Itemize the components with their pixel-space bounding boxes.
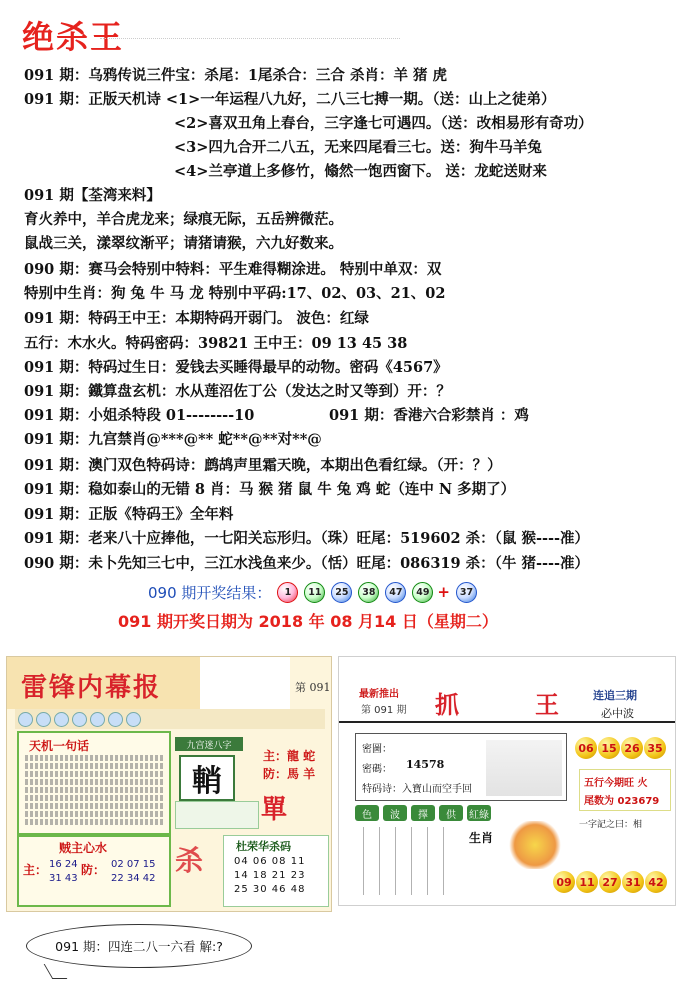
yellow-ball: 42 xyxy=(645,871,667,893)
tianji-box xyxy=(17,731,171,835)
du-row: 04 06 08 11 xyxy=(234,856,306,867)
speech-bubble xyxy=(26,924,252,968)
tip-line-text: 091 期：乌鸦传说三件宝：杀尾：1尾杀合：三合 杀肖：羊 猪 虎 xyxy=(24,67,448,84)
tip-line-text: 091 期：老来八十应捧他，一七阳关忘形归。（珠）旺尾：519602 杀：（鼠 猴----准） xyxy=(24,530,590,547)
tip-line xyxy=(24,234,343,254)
tip-line xyxy=(24,260,441,280)
yellow-ball: 15 xyxy=(598,737,620,759)
sha-character: 杀 xyxy=(175,844,204,877)
zodiac-label: 生肖 xyxy=(469,831,494,845)
tip-line xyxy=(174,114,593,134)
secret-code: 14578 xyxy=(406,758,445,771)
result-ball: 49 xyxy=(412,582,433,603)
tip-line xyxy=(24,456,502,476)
bubble-text: 091 期：四连二八一六看 解:? xyxy=(55,939,223,954)
speech-bubble-tail xyxy=(44,964,68,979)
tip-line xyxy=(24,554,589,574)
secret-box xyxy=(355,733,567,801)
open-date: 091 期开奖日期为 2018 年 08 月14 日（星期二） xyxy=(118,612,498,631)
tip-line xyxy=(174,138,542,158)
tip-line xyxy=(24,284,445,304)
tip-line-text: 091 期：特码过生日：爱钱去买睡得最早的动物。密码《4567》 xyxy=(24,359,448,376)
tip-line-text: 鼠战三关，漾翠纹渐平；请猪请猴，六九好数来。 xyxy=(24,235,343,252)
tip-line xyxy=(24,186,161,206)
bottom-balls xyxy=(553,871,668,893)
zhu-nums-2: 31 43 xyxy=(49,873,78,884)
tianji-heading: 天机一句话 xyxy=(29,739,90,753)
result-ball: 47 xyxy=(385,582,406,603)
mini-ball xyxy=(72,712,87,727)
zeizhu-box xyxy=(17,835,171,907)
zeizhu-heading: 贼主心水 xyxy=(59,841,108,855)
five-elements-box xyxy=(579,769,671,811)
du-box xyxy=(223,835,329,907)
tip-line xyxy=(24,66,447,86)
burst-graphic xyxy=(507,821,563,869)
tip-line xyxy=(174,162,547,182)
tip-line-text: 091 期：小姐杀特段 01--------10 xyxy=(24,407,255,424)
tip-line xyxy=(24,358,448,378)
tip-line-text: 091 期：澳门双色特码诗：鹧鸪声里霜天晚，本期出色看红绿。（开：？） xyxy=(24,457,502,474)
title-divider xyxy=(100,38,400,43)
tip-line-text: 育火养中，羊合虎龙来；绿痕无际，五岳辨微茫。 xyxy=(24,211,343,228)
jiugong-heading: 九宫迷八字 xyxy=(175,737,243,751)
strip-tag: 波 xyxy=(383,805,407,821)
tip-line xyxy=(24,406,529,426)
du-row: 14 18 21 23 xyxy=(234,870,306,881)
chase-balls xyxy=(575,737,667,759)
mitu-label: 密圖： xyxy=(362,744,392,755)
tip-line xyxy=(24,529,589,549)
number-grid xyxy=(175,801,259,829)
tip-line xyxy=(24,309,369,329)
mini-ball xyxy=(54,712,69,727)
yellow-ball: 06 xyxy=(575,737,597,759)
must-hit-label: 必中波 xyxy=(601,707,634,720)
yellow-ball: 09 xyxy=(553,871,575,893)
color-strip xyxy=(355,805,495,821)
strip-tag: 紅綠 xyxy=(467,805,491,821)
fang-nums-2: 22 34 42 xyxy=(111,873,156,884)
mima-label: 密碼： xyxy=(362,764,392,775)
result-ball: 1 xyxy=(277,582,298,603)
mini-ball xyxy=(18,712,33,727)
zhu-label: 主： xyxy=(23,863,48,877)
zhu-text: 主：龍 蛇 xyxy=(263,749,316,763)
tip-line-text: <2>喜双丑角上春台，三字逢七可遇四。（送：改相易形有奇功） xyxy=(174,115,593,132)
newspaper-right xyxy=(338,656,676,906)
yellow-ball: 35 xyxy=(644,737,666,759)
chase-label: 连追三期 xyxy=(593,689,637,702)
yellow-ball: 31 xyxy=(622,871,644,893)
ball-strip xyxy=(15,709,325,729)
tip-line-text: <4>兰亭道上多修竹，翛然一饱西窗下。 送：龙蛇送财来 xyxy=(174,163,547,180)
fang-nums: 02 07 15 xyxy=(111,859,156,870)
tip-line xyxy=(24,505,233,525)
vertical-text-columns xyxy=(355,827,455,895)
tip-line-right: 091 期：香港六合彩禁肖 ：鸡 xyxy=(329,407,529,424)
redacted-area xyxy=(467,679,531,715)
tip-line xyxy=(24,210,343,230)
yellow-ball: 11 xyxy=(576,871,598,893)
result-ball: 25 xyxy=(331,582,352,603)
tip-line-text: 091 期：特码王中王：本期特码开弱门。 波色：红绿 xyxy=(24,310,369,327)
zhu-nums: 16 24 xyxy=(49,859,78,870)
latest-label: 最新推出 xyxy=(359,689,399,700)
newspaper-left-title: 雷锋内幕报 xyxy=(21,673,162,703)
issue-number: 第 091 xyxy=(295,681,331,694)
tip-line xyxy=(24,90,556,110)
tip-line-text: 091 期【荃湾来料】 xyxy=(24,187,161,204)
mini-ball xyxy=(108,712,123,727)
tip-line-text: 090 期：赛马会特别中特料：平生难得糊涂进。 特别中单双：双 xyxy=(24,261,442,278)
tip-line-text: 五行：木水火。特码密码：39821 王中王：09 13 45 38 xyxy=(24,335,408,352)
tip-line xyxy=(24,334,407,354)
five-elements-text: 五行今期旺 火 xyxy=(584,778,648,789)
tail-number-text: 尾数为 023679 xyxy=(584,796,660,807)
special-ball: 37 xyxy=(456,582,477,603)
redacted-area xyxy=(200,657,290,717)
du-row: 25 30 46 48 xyxy=(234,884,306,895)
tip-line-text: 特别中生肖：狗 兔 牛 马 龙 特别中平码:17、02、03、21、02 xyxy=(24,285,446,302)
tip-line-text: 091 期：鐵算盘玄机：水从莲沼佐丁公（发达之时又等到）开：？ xyxy=(24,383,451,400)
result-label: 090 期开奖结果： xyxy=(148,583,272,602)
du-heading: 杜荣华杀码 xyxy=(236,840,291,853)
result-ball: 11 xyxy=(304,582,325,603)
yellow-ball: 27 xyxy=(599,871,621,893)
title-char-2: 王 xyxy=(535,691,559,719)
plus-sign: + xyxy=(437,583,450,601)
fang-label: 防： xyxy=(81,863,106,877)
zhu-fang-text xyxy=(263,747,315,783)
tip-line-text: 091 期：九宫禁肖@***@** 蛇**@**对**@ xyxy=(24,431,322,448)
tip-line-text: 090 期：未卜先知三七中，三江水浅鱼来少。（恬）旺尾：086319 杀：（牛 猪----准） xyxy=(24,555,590,572)
mini-ball xyxy=(126,712,141,727)
mini-ball xyxy=(90,712,105,727)
illustration-figure xyxy=(486,740,562,796)
draw-result xyxy=(148,579,477,605)
fang-text: 防：馬 羊 xyxy=(263,767,316,781)
strip-tag: 供 xyxy=(439,805,463,821)
riddle-character: 輎 xyxy=(179,755,235,801)
strip-tag: 色 xyxy=(355,805,379,821)
tip-line xyxy=(24,480,515,500)
issue-label: 第 091 期 xyxy=(361,705,407,716)
tip-line-text: 091 期：稳如泰山的无错 8 肖：马 猴 猪 鼠 牛 兔 鸡 蛇（连中 N 多期了） xyxy=(24,481,516,498)
result-ball: 38 xyxy=(358,582,379,603)
page-title: 绝杀王 xyxy=(22,18,125,56)
poem-line: 特码诗：入寶山而空手回 xyxy=(362,784,472,795)
tip-line xyxy=(24,430,322,450)
tip-line xyxy=(24,382,451,402)
tip-line-text: <3>四九合开二八五，无来四尾看三七。送：狗牛马羊兔 xyxy=(174,139,542,156)
tip-line-text: 091 期：正版天机诗 <1>一年运程八九好，二八三七搏一期。（送：山上之徒弟） xyxy=(24,91,556,108)
tiny-text-rows xyxy=(25,755,163,827)
title-char-1: 抓 xyxy=(435,691,459,719)
yellow-ball: 26 xyxy=(621,737,643,759)
newspaper-left xyxy=(6,656,332,912)
strip-tag: 擇 xyxy=(411,805,435,821)
tip-line-text: 091 期：正版《特码王》全年料 xyxy=(24,506,234,523)
dan-character: 單 xyxy=(261,795,288,825)
annotation-text: 一字記之曰：相 xyxy=(579,820,643,830)
mini-ball xyxy=(36,712,51,727)
